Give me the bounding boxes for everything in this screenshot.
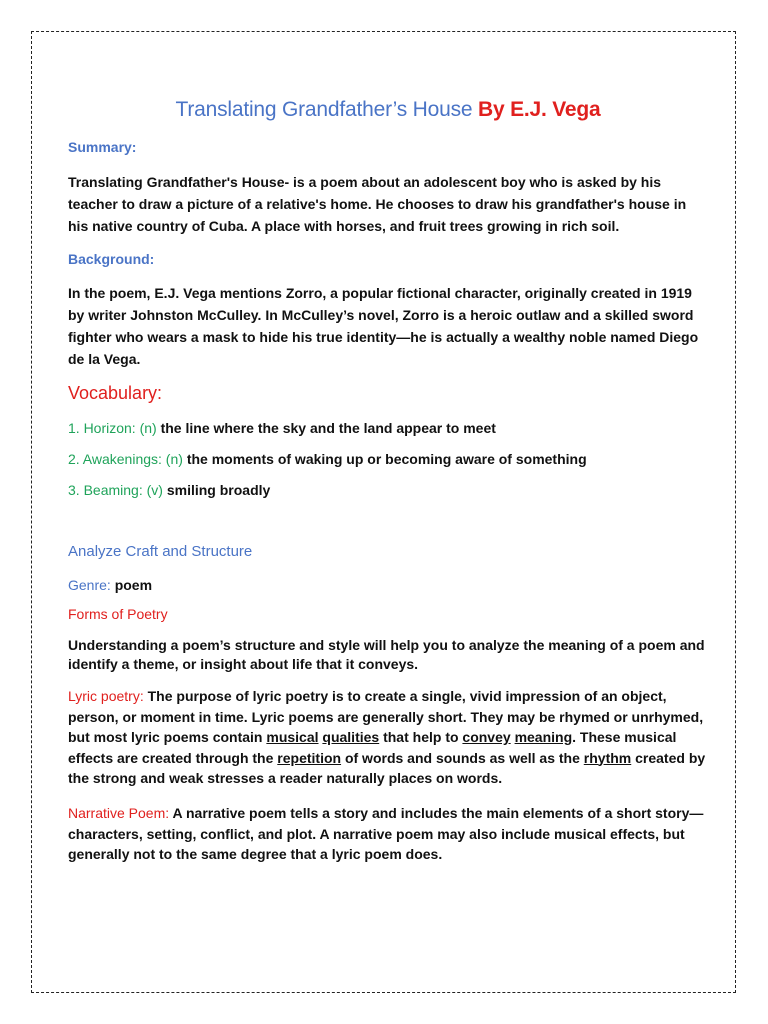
lyric-text: The purpose of lyric poetry is to create a single, vivid impression of an object, person, or moment in time. Lyric poems are generally short. They may be rhymed or unrhymed, but most lyric poems contain bbox=[68, 688, 704, 745]
lyric-paragraph bbox=[68, 686, 708, 789]
underlined-term: convey bbox=[462, 729, 511, 745]
underlined-term: meaning bbox=[514, 729, 573, 745]
narrative-paragraph bbox=[68, 803, 708, 865]
vocab-item bbox=[68, 479, 270, 501]
vocab-term: 3. Beaming: (v) bbox=[68, 482, 163, 498]
lyric-text: created by the strong and weak stresses a reader naturally places on words. bbox=[68, 749, 706, 786]
craft-heading: Analyze Craft and Structure bbox=[68, 543, 253, 560]
intro-text: Understanding a poem’s structure and style will help you to analyze the meaning of a poem and identify a theme, or insight about life that it conveys. bbox=[68, 637, 705, 672]
vocab-definition: the moments of waking up or becoming aware of something bbox=[186, 451, 587, 467]
page-title bbox=[68, 96, 708, 124]
background-heading: Background: bbox=[68, 251, 155, 267]
summary-heading: Summary: bbox=[68, 139, 137, 155]
genre-value: poem bbox=[114, 577, 153, 593]
vocab-definition: the line where the sky and the land appear to meet bbox=[160, 420, 496, 436]
title-byline: By E.J. Vega bbox=[478, 98, 601, 121]
lyric-text: that help to bbox=[379, 729, 463, 745]
vocab-definition: smiling broadly bbox=[166, 482, 271, 498]
forms-heading: Forms of Poetry bbox=[68, 606, 168, 622]
background-text: In the poem, E.J. Vega mentions Zorro, a popular fictional character, originally created in 1919 by writer Johnston McCulley. In McCulley’s novel, Zorro is a heroic outlaw and a skilled sword fighter who wears a mask to hide his true identity—he is actually a wealthy noble named Diego de la Vega. bbox=[68, 285, 699, 367]
vocab-item bbox=[68, 417, 496, 439]
narrative-label: Narrative Poem: bbox=[68, 805, 170, 821]
genre-label: Genre: bbox=[68, 577, 111, 593]
underlined-term: repetition bbox=[277, 749, 342, 766]
title-main: Translating Grandfather’s House bbox=[175, 98, 473, 121]
vocab-term: 1. Horizon: (n) bbox=[68, 420, 157, 436]
vocabulary-heading: Vocabulary: bbox=[68, 383, 163, 403]
lyric-label: Lyric poetry: bbox=[68, 688, 144, 704]
lyric-text: of words and sounds as well as the bbox=[341, 749, 584, 766]
genre-line bbox=[68, 574, 152, 596]
lyric-text: . These musical effects are created through the bbox=[68, 729, 677, 766]
underlined-term: qualities bbox=[322, 729, 380, 745]
underlined-term: musical bbox=[266, 729, 319, 745]
summary-text: Translating Grandfather's House- is a poem about an adolescent boy who is asked by his teacher to draw a picture of a relative's home. He chooses to draw his grandfather's house in his native country of Cuba. A place with horses, and fruit trees growing in rich soil. bbox=[68, 174, 687, 234]
vocab-item bbox=[68, 448, 587, 470]
narrative-text: A narrative poem tells a story and includes the main elements of a short story—characters, setting, conflict, and plot. A narrative poem may also include musical effects, but generally not to the same degree that a lyric poem does. bbox=[68, 805, 704, 862]
vocab-term: 2. Awakenings: (n) bbox=[68, 451, 183, 467]
underlined-term: rhythm bbox=[583, 749, 632, 766]
